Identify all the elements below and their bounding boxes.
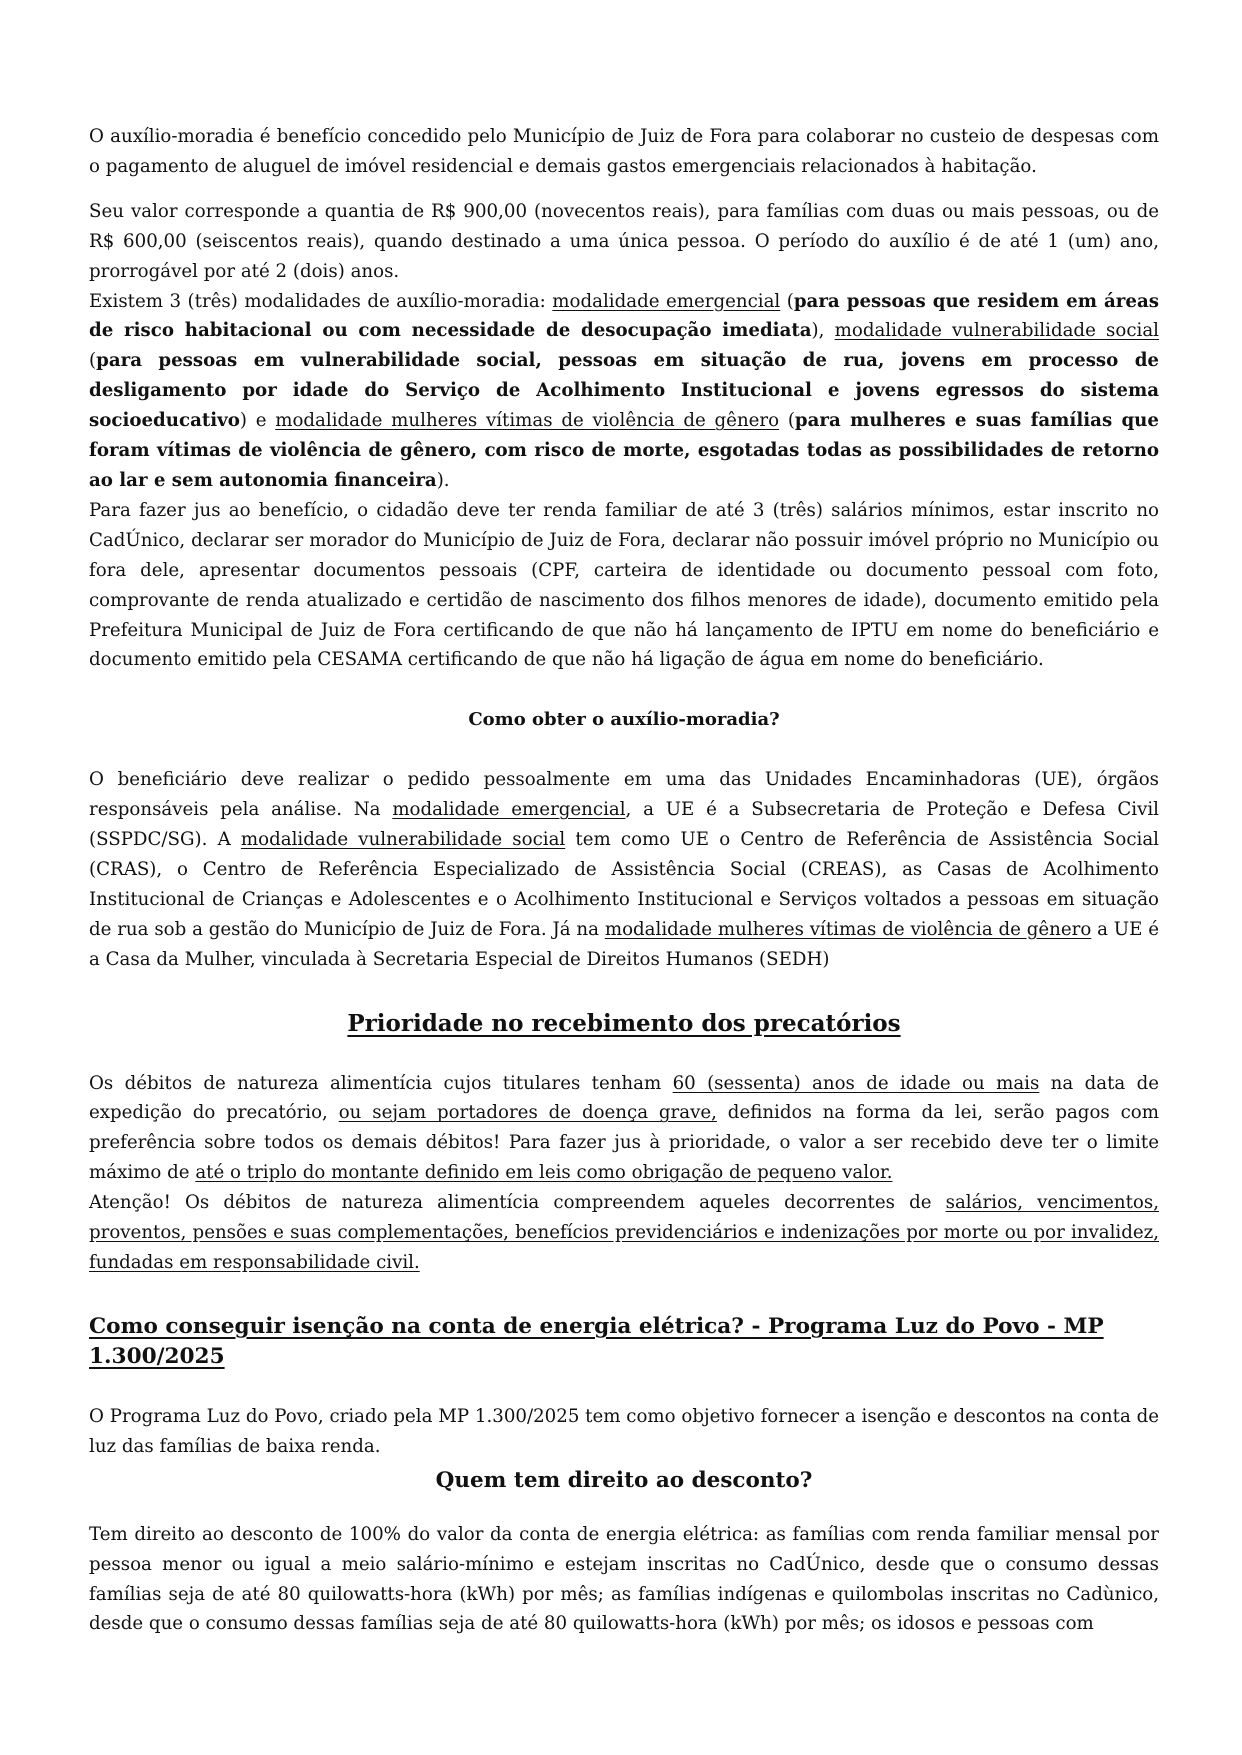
underlined-text: modalidade mulheres vítimas de violência de gênero [604, 918, 1092, 940]
paragraph-precatorios [89, 1069, 1159, 1189]
text-segment: ) e [239, 410, 276, 432]
underlined-text: até o triplo do montante definido em leis como obrigação de pequeno valor. [195, 1162, 893, 1184]
document-page [89, 122, 1159, 1639]
paragraph-auxilio-valor: Seu valor corresponde a quantia de R$ 900,00 (novecentos reais), para famílias com duas ou mais pessoas, ou de R$ 600,00 (seiscentos reais), quando destinado a uma única pessoa. O período do auxílio é de até 1 (um) ano, prorrogável por até 2 (dois) anos. [89, 200, 1159, 282]
text-segment: Os débitos de natureza alimentícia cujos titulares tenham [89, 1072, 673, 1094]
paragraph-atencao [89, 1188, 1159, 1278]
text-segment: O beneficiário deve realizar o pedido pessoalmente em uma das Unidades Encaminhadoras (UE), órgãos responsáveis pela análise. Na [89, 769, 1159, 821]
text-segment: Atenção! Os débitos de natureza alimentícia compreendem aqueles decorrentes de [89, 1192, 946, 1214]
underlined-text: modalidade mulheres vítimas de violência de gênero [275, 410, 780, 432]
text-segment: ( [780, 290, 794, 312]
paragraph-como-obter [89, 765, 1159, 974]
text-segment: na data de expedição do precatório, [89, 1072, 1159, 1124]
bold-text: para mulheres e suas famílias que foram vítimas de violência de gênero, com risco de morte, esgotadas todas as possibilidades de retorno ao lar e sem autonomia financeira [89, 410, 1159, 491]
heading-isencao-energia: Como conseguir isenção na conta de energia elétrica? - Programa Luz do Povo - MP 1.300/2025 [89, 1313, 1104, 1369]
text-segment: tem como UE o Centro de Referência de Assistência Social (CRAS), o Centro de Referência Especializado de Assistência Social (CREAS), as Casas de Acolhimento Institucional de Crianças e Adolescentes e o Acolhimento Institucional e Serviços voltados a pessoas em situação de rua sob a gestão do Município de Juiz de Fora. Já na [89, 829, 1159, 940]
text-segment: ). [436, 469, 450, 491]
text-segment: ( [779, 410, 795, 432]
paragraph-auxilio-intro: O auxílio-moradia é benefício concedido pelo Município de Juiz de Fora para colaborar no custeio de despesas com o pagamento de aluguel de imóvel residencial e demais gastos emergenciais relacionados à habitação. [89, 126, 1159, 177]
text-segment: definidos na forma da lei, serão pagos com preferência sobre todos os demais débitos! Para fazer jus à prioridade, o valor a ser recebido deve ter o limite máximo de [89, 1102, 1159, 1184]
underlined-text: salários, vencimentos, proventos, pensões e suas complementações, benefícios previdenciários e indenizações por morte ou por invalidez, fundadas em responsabilidade civil. [89, 1192, 1159, 1273]
paragraph-modalidades [89, 287, 1159, 496]
bold-text: para pessoas em vulnerabilidade social, pessoas em situação de rua, jovens em processo de desligamento por idade do Serviço de Acolhimento Institucional e jovens egressos do sistema socioeducativo [89, 350, 1159, 432]
underlined-text: modalidade emergencial [392, 799, 626, 821]
paragraph-requisitos: Para fazer jus ao benefício, o cidadão deve ter renda familiar de até 3 (três) salários mínimos, estar inscrito no CadÚnico, declarar ser morador do Município de Juiz de Fora, declarar não possuir imóvel próprio no Município ou fora dele, apresentar documentos pessoais (CPF, carteira de identidade ou documento pessoal com foto, comprovante de renda atualizado e certidão de nascimento dos filhos menores de idade), documento emitido pela Prefeitura Municipal de Juiz de Fora certificando de que não há lançamento de IPTU em nome do beneficiário e documento emitido pela CESAMA certificando de que não há ligação de água em nome do beneficiário. [89, 499, 1159, 671]
heading-prioridade-precatorios: Prioridade no recebimento dos precatórios [347, 1009, 901, 1037]
underlined-text: ou sejam portadores de doença grave, [338, 1102, 717, 1124]
text-segment: ( [89, 350, 97, 372]
underlined-text: modalidade vulnerabilidade social [240, 829, 566, 851]
bold-text: para pessoas que residem em áreas de risco habitacional ou com necessidade de desocupação imediata [89, 290, 1159, 342]
underlined-text: 60 (sessenta) anos de idade ou mais [672, 1072, 1040, 1094]
paragraph-direito-desconto: Tem direito ao desconto de 100% do valor da conta de energia elétrica: as famílias com renda familiar mensal por pessoa menor ou igual a meio salário-mínimo e estejam inscritas no CadÚnico, desde que o consumo dessas famílias seja de até 80 quilowatts-hora (kWh) por mês; as famílias indígenas e quilombolas inscritas no Cadùnico, desde que o consumo dessas famílias seja de até 80 quilowatts-hora (kWh) por mês; os idosos e pessoas com [89, 1523, 1159, 1635]
text-segment: , a UE é a Subsecretaria de Proteção e Defesa Civil (SSPDC/SG). A [89, 799, 1159, 851]
paragraph-luz-do-povo: O Programa Luz do Povo, criado pela MP 1.300/2025 tem como objetivo fornecer a isenção e descontos na conta de luz das famílias de baixa renda. [89, 1405, 1159, 1457]
text-segment: Existem 3 (três) modalidades de auxílio-moradia: [89, 290, 553, 312]
heading-quem-tem-direito: Quem tem direito ao desconto? [435, 1467, 813, 1493]
heading-como-obter: Como obter o auxílio-moradia? [468, 709, 780, 731]
text-segment: a UE é a Casa da Mulher, vinculada à Secretaria Especial de Direitos Humanos (SEDH) [89, 918, 1159, 970]
underlined-text: modalidade emergencial [552, 290, 781, 312]
text-segment: ), [811, 320, 835, 342]
underlined-text: modalidade vulnerabilidade social [834, 320, 1159, 342]
